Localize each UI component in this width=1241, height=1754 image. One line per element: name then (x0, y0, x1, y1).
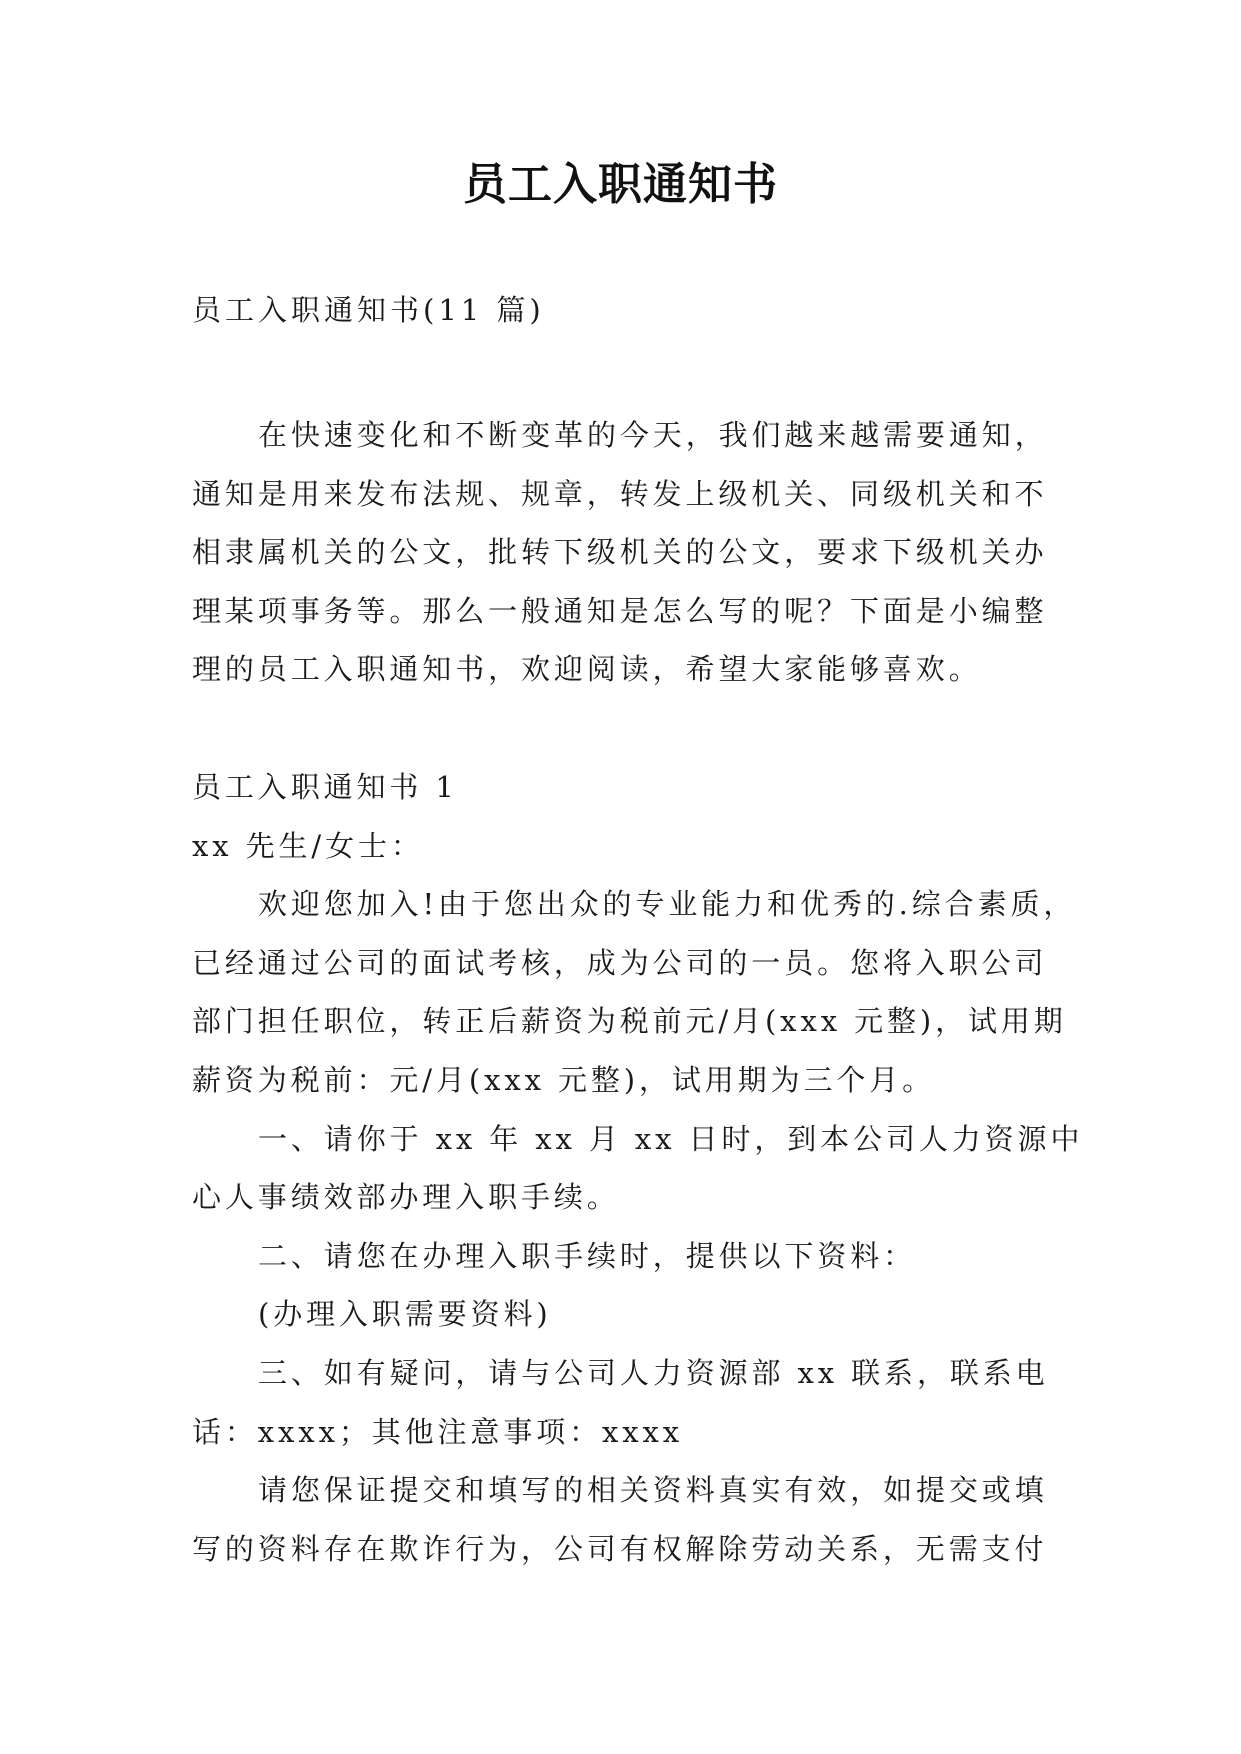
body-line: 二、请您在办理入职手续时，提供以下资料： (258, 1238, 917, 1273)
salutation: xx 先生/女士： (192, 828, 424, 863)
intro-line: 通知是用来发布法规、规章，转发上级机关、同级机关和不 (192, 476, 1048, 511)
intro-paragraph (192, 406, 1072, 699)
body-line: (办理入职需要资料) (258, 1297, 552, 1332)
document-title: 员工入职通知书 (463, 159, 778, 210)
intro-line: 在快速变化和不断变革的今天，我们越来越需要通知， (258, 418, 1048, 452)
body-line: 话：xxxx；其他注意事项：xxxx (192, 1414, 684, 1449)
intro-line: 理的员工入职通知书，欢迎阅读，希望大家能够喜欢。 (192, 652, 982, 687)
body-line: 欢迎您加入!由于您出众的专业能力和优秀的.综合素质， (258, 887, 1077, 922)
body-line: 一、请你于 xx 年 xx 月 xx 日时，到本公司人力资源中 (258, 1121, 1084, 1156)
body-line: 请您保证提交和填写的相关资料真实有效，如提交或填 (258, 1473, 1048, 1508)
section-heading: 员工入职通知书 1 (192, 770, 458, 804)
intro-line: 相隶属机关的公文，批转下级机关的公文，要求下级机关办 (192, 535, 1048, 570)
body-line: 三、如有疑问，请与公司人力资源部 xx 联系，联系电 (258, 1355, 1049, 1390)
intro-line: 理某项事务等。那么一般通知是怎么写的呢？下面是小编整 (192, 593, 1048, 628)
body-line: 薪资为税前：元/月(xxx 元整)，试用期为三个月。 (192, 1062, 936, 1097)
body-line: 心人事绩效部办理入职手续。 (192, 1180, 620, 1215)
document-subtitle: 员工入职通知书(11 篇) (192, 293, 545, 327)
notice-section (192, 758, 1084, 1578)
body-line: 已经通过公司的面试考核，成为公司的一员。您将入职公司 (192, 945, 1048, 980)
body-line: 部门担任职位，转正后薪资为税前元/月(xxx 元整)，试用期 (192, 1004, 1067, 1039)
body-line: 写的资料存在欺诈行为，公司有权解除劳动关系，无需支付 (192, 1531, 1048, 1566)
